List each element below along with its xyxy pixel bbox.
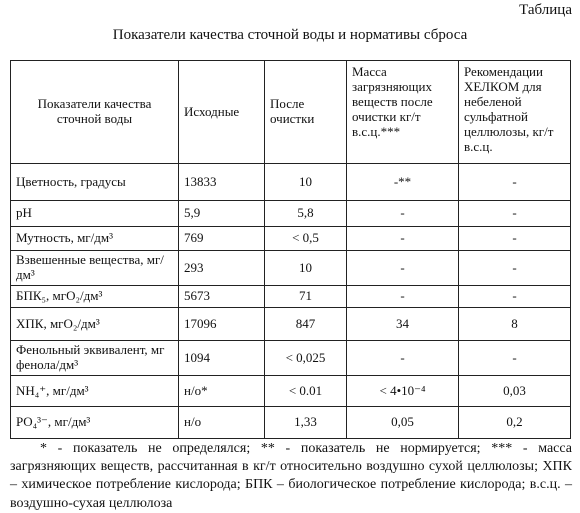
table-row	[11, 376, 571, 407]
row-initial: 1094	[179, 341, 265, 376]
row-initial: 17096	[179, 308, 265, 341]
header-mass: Масса загрязняющих веществ после очистки кг/т в.с.ц.***	[347, 61, 459, 164]
row-after: 1,33	[265, 407, 347, 439]
table-title: Показатели качества сточной воды и нормативы сброса	[112, 27, 468, 43]
row-name: ХПК, мгО₂/дм³	[11, 308, 179, 341]
table-label: Таблица	[519, 2, 572, 18]
row-mass: -**	[347, 164, 459, 201]
row-rec: -	[459, 201, 571, 227]
row-rec: -	[459, 164, 571, 201]
header-after: После очистки	[265, 61, 347, 164]
row-name: Цветность, градусы	[11, 164, 179, 201]
row-after: < 0,025	[265, 341, 347, 376]
row-mass: -	[347, 286, 459, 308]
table-row	[11, 201, 571, 227]
row-initial: 293	[179, 251, 265, 286]
row-mass: -	[347, 341, 459, 376]
table-row	[11, 164, 571, 201]
header-recommend: Рекомендации ХЕЛКОМ для небеленой сульфатной целлюлозы, кг/т в.с.ц.	[459, 61, 571, 164]
row-after: 10	[265, 251, 347, 286]
row-rec: 8	[459, 308, 571, 341]
header-initial: Исходные	[179, 61, 265, 164]
footnote: * - показатель не определялся; ** - показатель не нормируется; *** - масса загрязняющих веществ, рассчитанная в кг/т относительно воздушно сухой целлюлозы; ХПК – химическое потребление кислорода; БПК – биологическое потребление кислорода; в.с.ц. – воздушно-сухая целлюлоза	[10, 441, 572, 511]
row-name: pH	[11, 201, 179, 227]
row-name: БПК₅, мгО₂/дм³	[11, 286, 179, 308]
row-mass: -	[347, 251, 459, 286]
row-rec: -	[459, 227, 571, 251]
table-row	[11, 407, 571, 439]
table-row	[11, 308, 571, 341]
row-rec: -	[459, 286, 571, 308]
row-name: NH₄⁺, мг/дм³	[11, 376, 179, 407]
row-after: < 0,5	[265, 227, 347, 251]
row-initial: 13833	[179, 164, 265, 201]
row-rec: -	[459, 251, 571, 286]
row-name: Мутность, мг/дм³	[11, 227, 179, 251]
row-initial: 769	[179, 227, 265, 251]
row-after: 5,8	[265, 201, 347, 227]
header-indicator: Показатели качества сточной воды	[11, 61, 179, 164]
row-rec: 0,03	[459, 376, 571, 407]
quality-table	[10, 60, 571, 439]
row-name: Фенольный эквивалент, мг фенола/дм³	[11, 341, 179, 376]
row-initial: 5,9	[179, 201, 265, 227]
row-after: 71	[265, 286, 347, 308]
row-initial: 5673	[179, 286, 265, 308]
row-after: < 0.01	[265, 376, 347, 407]
row-mass: < 4•10⁻⁴	[347, 376, 459, 407]
table-row	[11, 227, 571, 251]
row-name: Взвешенные вещества, мг/ дм³	[11, 251, 179, 286]
table-row	[11, 251, 571, 286]
row-initial: н/о	[179, 407, 265, 439]
table-row	[11, 341, 571, 376]
row-mass: -	[347, 201, 459, 227]
row-name: PO₄³⁻, мг/дм³	[11, 407, 179, 439]
row-rec: -	[459, 341, 571, 376]
row-mass: 34	[347, 308, 459, 341]
row-mass: -	[347, 227, 459, 251]
row-mass: 0,05	[347, 407, 459, 439]
row-after: 847	[265, 308, 347, 341]
row-rec: 0,2	[459, 407, 571, 439]
row-after: 10	[265, 164, 347, 201]
row-initial: н/о*	[179, 376, 265, 407]
table-row	[11, 286, 571, 308]
